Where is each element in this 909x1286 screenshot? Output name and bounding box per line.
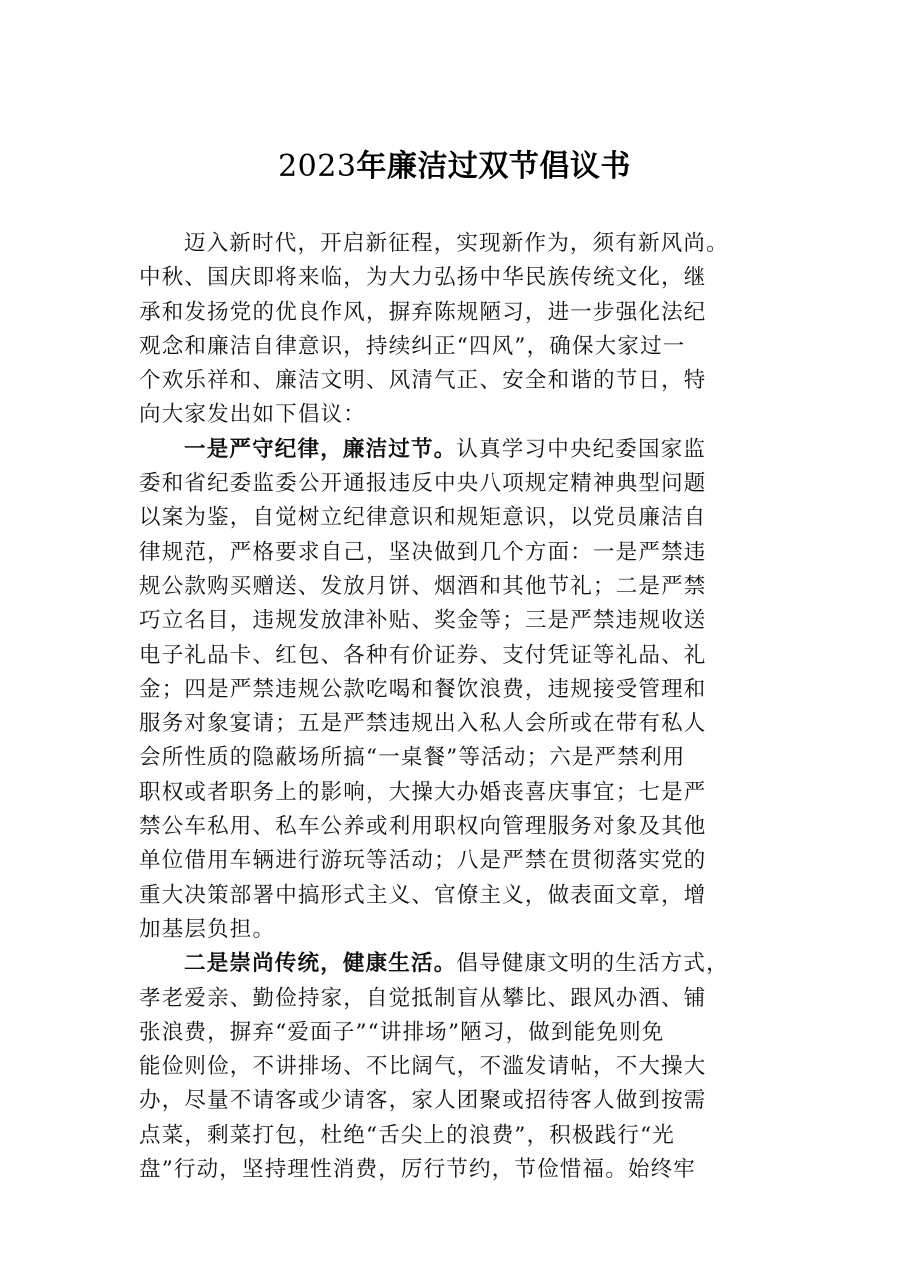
paragraph-line: 孝老爱亲、勤俭持家，自觉抵制盲从攀比、跟风办酒、铺 xyxy=(139,985,707,1011)
paragraph-line: 点菜，剩菜打包，杜绝“舌尖上的浪费”，积极践行“光 xyxy=(139,1122,675,1148)
paragraph-line: 职权或者职务上的影响，大操大办婚丧喜庆事宜；七是严 xyxy=(139,779,707,805)
title-year: 2023 xyxy=(278,149,357,184)
section-heading-discipline: 一是严守纪律，廉洁过节。 xyxy=(184,436,457,462)
title-text: 年廉洁过双节倡议书 xyxy=(356,149,631,184)
paragraph-line: 承和发扬党的优良作风，摒弃陈规陋习，进一步强化法纪 xyxy=(139,299,707,325)
paragraph-line: 加基层负担。 xyxy=(139,916,276,942)
paragraph-line: 电子礼品卡、红包、各种有价证券、支付凭证等礼品、礼 xyxy=(139,642,707,668)
paragraph-line: 观念和廉洁自律意识，持续纠正“四风”，确保大家过一 xyxy=(139,333,686,359)
paragraph-line: 中秋、国庆即将来临，为大力弘扬中华民族传统文化，继 xyxy=(139,265,707,291)
paragraph-line: 个欢乐祥和、廉洁文明、风清气正、安全和谐的节日，特 xyxy=(139,368,707,394)
paragraph-line: 单位借用车辆进行游玩等活动；八是严禁在贯彻落实党的 xyxy=(139,848,707,874)
paragraph-text: 认真学习中央纪委国家监 xyxy=(456,436,707,462)
paragraph-line: 服务对象宴请；五是严禁违规出入私人会所或在带有私人 xyxy=(139,711,707,737)
paragraph-line: 律规范，严格要求自己，坚决做到几个方面：一是严禁违 xyxy=(139,539,707,565)
paragraph-line: 以案为鉴，自觉树立纪律意识和规矩意识，以党员廉洁自 xyxy=(139,505,707,531)
paragraph-line: 张浪费，摒弃“爱面子”“讲排场”陋习，做到能免则免 xyxy=(139,1019,665,1045)
paragraph-line xyxy=(139,433,775,467)
paragraph-line: 规公款购买赠送、发放月饼、烟酒和其他节礼；二是严禁 xyxy=(139,573,707,599)
paragraph-line: 办，尽量不请客或少请客，家人团聚或招待客人做到按需 xyxy=(139,1088,707,1114)
paragraph-line: 向大家发出如下倡议： xyxy=(139,402,367,428)
paragraph-line: 巧立名目，违规发放津补贴、奖金等；三是严禁违规收送 xyxy=(139,608,707,634)
paragraph-text: 倡导健康文明的生活方式， xyxy=(456,951,729,977)
section-heading-tradition: 二是崇尚传统，健康生活。 xyxy=(184,951,457,977)
paragraph-line: 禁公车私用、私车公养或利用职权向管理服务对象及其他 xyxy=(139,814,707,840)
paragraph-line: 重大决策部署中搞形式主义、官僚主义，做表面文章，增 xyxy=(139,882,707,908)
paragraph-line: 迈入新时代，开启新征程，实现新作为，须有新风尚。 xyxy=(184,231,729,256)
paragraph-line xyxy=(139,947,775,981)
document-title xyxy=(0,144,909,190)
paragraph-line: 盘”行动，坚持理性消费，厉行节约，节俭惜福。始终牢 xyxy=(139,1157,696,1183)
document-body xyxy=(139,227,775,1187)
paragraph-line: 委和省纪委监委公开通报违反中央八项规定精神典型问题 xyxy=(139,471,707,497)
paragraph-line: 会所性质的隐蔽场所搞“一桌餐”等活动；六是严禁利用 xyxy=(139,745,686,771)
paragraph-line: 能俭则俭，不讲排场、不比阔气，不滥发请帖，不大操大 xyxy=(139,1054,707,1080)
paragraph-line: 金；四是严禁违规公款吃喝和餐饮浪费，违规接受管理和 xyxy=(139,676,707,702)
